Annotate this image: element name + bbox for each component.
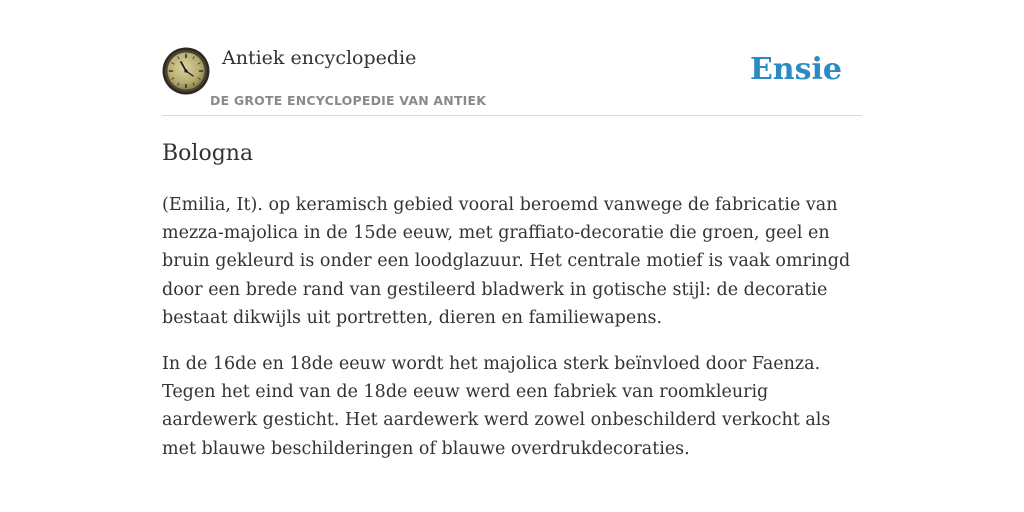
article-paragraph-1: (Emilia, It). op keramisch gebied vooral beroemd vanwege de fabricatie van mezza-majolica in de 15de eeuw, met graffiato-decoratie die groen, geel en bruin gekleurd is onder een loodglazuur. Het centrale motief is vaak omringd door een brede rand van gestileerd bladwerk in gotische stijl: de decoratie bestaat dikwijls uit portretten, dieren en familiewapens. bbox=[162, 195, 851, 328]
site-header bbox=[162, 46, 862, 116]
article-title: Bologna bbox=[162, 141, 254, 166]
brand-logo[interactable]: Ensie bbox=[749, 52, 842, 87]
site-title[interactable]: Antiek encyclopedie bbox=[222, 47, 417, 69]
article bbox=[162, 138, 864, 481]
header-divider bbox=[162, 115, 862, 116]
antique-clock-icon[interactable] bbox=[162, 47, 210, 95]
article-paragraph-2: In de 16de en 18de eeuw wordt het majolica sterk beïnvloed door Faenza. Tegen het eind van de 18de eeuw werd een fabriek van roomkleurig aardewerk gesticht. Het aardewerk werd zowel onbeschilderd verkocht als met blauwe beschilderingen of blauwe overdrukdecoraties. bbox=[162, 354, 831, 459]
site-tagline: DE GROTE ENCYCLOPEDIE VAN ANTIEK bbox=[210, 93, 487, 108]
